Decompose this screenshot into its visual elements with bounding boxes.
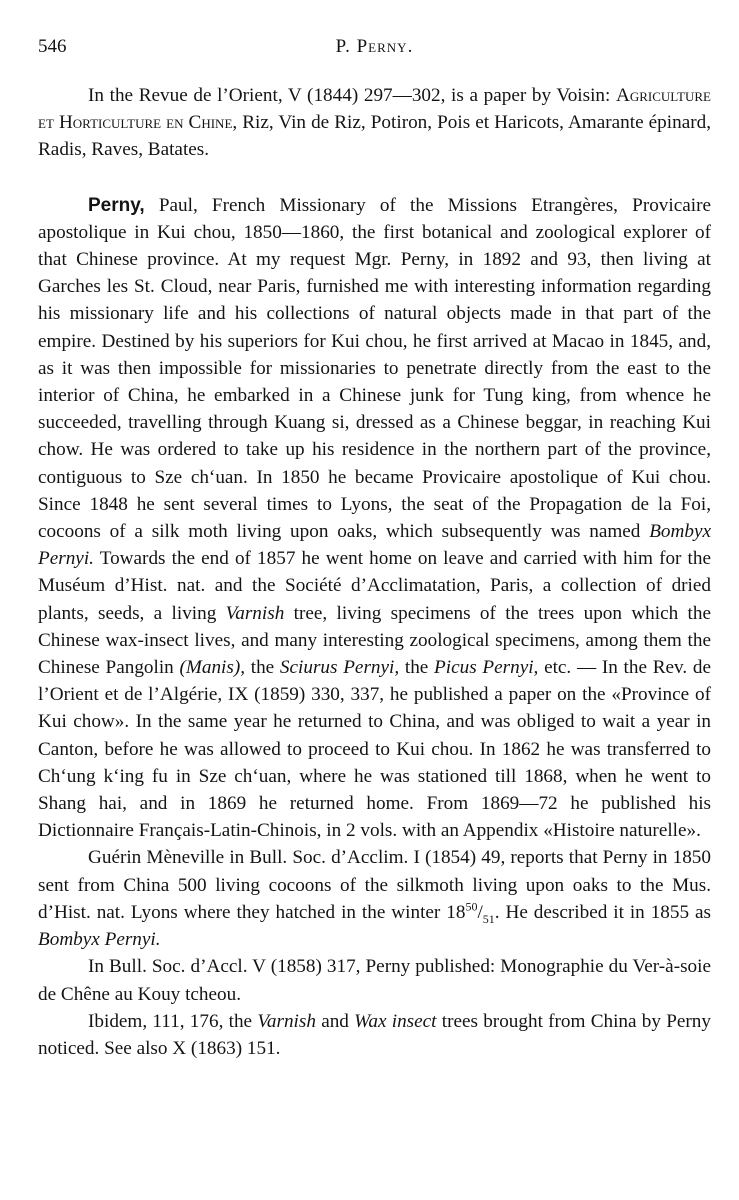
paragraph-ibidem: Ibidem, 111, 176, the Varnish and Wax insect trees brought from China by Perny noticed. See also X (1863) 151. xyxy=(38,1010,711,1059)
plant-name: Varnish xyxy=(225,602,285,624)
paragraph-voisin: In the Revue de l’Orient, V (1844) 297—302, is a paper by Voisin: Agriculture et Horticulture en Chine, Riz, Vin de Riz, Potiron, Pois et Haricots, Amarante épinard, Radis, Raves, Batates. xyxy=(38,85,711,161)
paragraph-bull-soc: In Bull. Soc. d’Accl. V (1858) 317, Perny published: Monographie du Ver-à-soie de Chêne au Kouy tcheou. xyxy=(38,956,711,1005)
entry-heading: Perny, xyxy=(88,194,145,216)
species-name: (Manis), xyxy=(179,657,246,679)
insect-name: Wax insect xyxy=(354,1010,437,1032)
paragraph-guerin: Guérin Mèneville in Bull. Soc. d’Acclim. I (1854) 49, reports that Perny in 1850 sent from China 500 living cocoons of the silkmoth living upon oaks to the Mus. d’Hist. nat. Lyons where they hatched in the winter $18^{50}/_{51}$. He described it in 1855 as Bombyx Pernyi. xyxy=(38,847,711,951)
species-name: Bombyx Pernyi. xyxy=(38,521,711,570)
species-name: Picus Pernyi, xyxy=(434,657,539,679)
plant-name: Varnish xyxy=(257,1010,316,1032)
running-title: P. Perny. xyxy=(335,36,414,57)
page-number: 546 xyxy=(38,36,67,57)
species-name: Sciurus Pernyi, xyxy=(279,657,400,679)
species-name: Bombyx Pernyi. xyxy=(38,929,161,951)
paragraph-perny-entry: Perny, Paul, French Missionary of the Missions Etrangères, Provicaire apostolique in Kui chou, 1850—1860, the first botanical and zoological explorer of that Chinese province. At my request Mgr. Perny, in 1892 and 93, then living at Garches les St. Cloud, near Paris, furnished me with interesting information regarding his missionary life and his collections of natural objects made in that part of the empire. Destined by his superiors for Kui chou, he first arrived at Macao in 1845, and, as it was then impossible for missionaries to penetrate directly from the east to the interior of China, he embarked in a Chinese junk for Tung king, from whence he succeeded, travelling through Kuang si, dressed as a Chinese beggar, in reaching Kui chow. He was ordered to take up his residence in the northern part of the province, contiguous to Sze chʻuan. In 1850 he became Provicaire apostolique of Kui chou. Since 1848 he sent several times to Lyons, the seat of the Propagation de la Foi, cocoons of a silk moth living upon oaks, which subsequently was named Bombyx Pernyi. Towards the end of 1857 he went home on leave and carried with him for the Muséum d’Hist. nat. and the Société d’Acclimatation, Paris, a collection of dried plants, seeds, a living Varnish tree, living specimens of the trees upon which the Chinese wax-insect lives, and many interesting zoological specimens, among them the Chinese Pangolin (Manis), the Sciurus Pernyi, the Picus Pernyi, etc. — In the Rev. de l’Orient et de l’Algérie, IX (1859) 330, 337, he published a paper on the «Province of Kui chow». In the same year he returned to China, and was obliged to wait a year in Canton, before he was allowed to proceed to Kui chou. In 1862 he was transferred to Chʻung kʻing fu in Sze chʻuan, where he was stationed till 1868, when he went to Shang hai, and in 1869 he returned home. From 1869—72 he published his Dictionnaire Français-Latin-Chinois, in 2 vols. with an Appendix «Histoire naturelle». xyxy=(38,194,711,842)
paper-title: Agriculture et Horticulture en Chine xyxy=(38,85,711,134)
page-header xyxy=(38,28,711,68)
